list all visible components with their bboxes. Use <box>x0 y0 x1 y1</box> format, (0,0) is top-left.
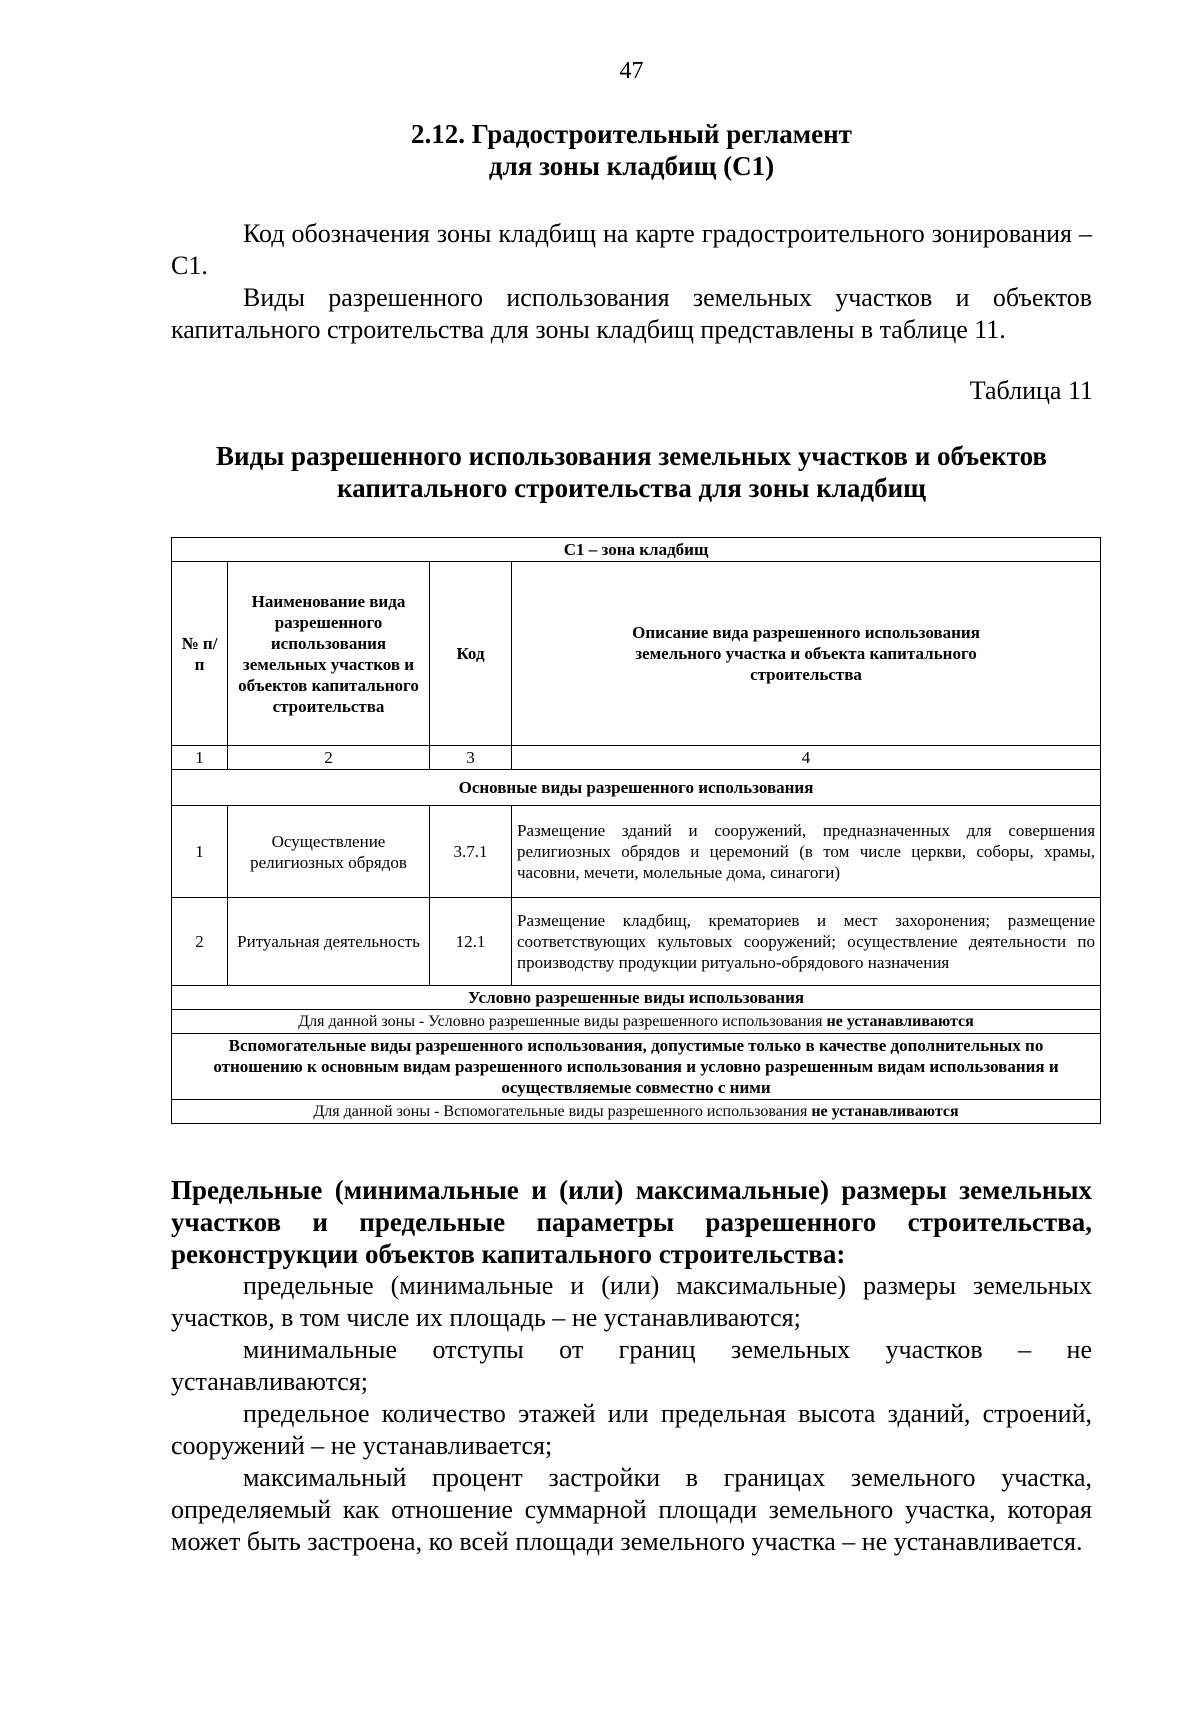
row-name: Ритуальная деятельность <box>228 898 430 986</box>
auxiliary-section-header: Вспомогательные виды разрешенного использования, допустимые только в качестве дополнительных по отношению к основным видам разрешенного использования и условно разрешенным видам использования и осуществляемые совместно с ними <box>172 1034 1101 1100</box>
zone-header-row <box>172 538 1101 562</box>
col-header-num: № п/п <box>172 562 228 746</box>
table-title <box>171 440 1092 504</box>
usage-types-text: Виды разрешенного использования земельных участков и объектов капитального строительства для зоны кладбищ представлены в таблице 11. <box>171 283 1092 344</box>
table-row <box>172 806 1101 898</box>
usage-types-paragraph <box>171 282 1092 346</box>
zone-code-paragraph <box>171 218 1092 282</box>
conditional-section-header: Условно разрешенные виды использования <box>172 986 1101 1010</box>
row-desc: Размещение кладбищ, крематориев и мест захоронения; размещение соответствующих культовых сооружений; осуществление деятельности по производству продукции ритуально-обрядового назначения <box>512 898 1101 986</box>
section-title-line-1: 2.12. Градостроительный регламент <box>411 119 852 149</box>
page-number: 47 <box>619 58 644 84</box>
main-section-row <box>172 770 1101 806</box>
column-header-row <box>172 562 1101 746</box>
col-header-name: Наименование вида разрешенного использования земельных участков и объектов капитального строительства <box>228 562 430 746</box>
conditional-note-text: Для данной зоны - Условно разрешенные виды разрешенного использования <box>298 1013 827 1030</box>
col-header-desc: Описание вида разрешенного использования земельного участка и объекта капитального строительства <box>512 562 1101 746</box>
limit-item: предельные (минимальные и (или) максимальные) размеры земельных участков, в том числе их площадь – не устанавливаются; <box>171 1271 1092 1332</box>
conditional-note-emphasis: не устанавливаются <box>826 1013 974 1030</box>
row-num: 1 <box>172 806 228 898</box>
col-number: 3 <box>430 746 512 770</box>
row-code: 3.7.1 <box>430 806 512 898</box>
usage-types-table <box>171 537 1101 1124</box>
conditional-note-row <box>172 1010 1101 1034</box>
limits-list <box>171 1270 1092 1558</box>
table-row <box>172 898 1101 986</box>
main-section-header: Основные виды разрешенного использования <box>172 770 1101 806</box>
auxiliary-note <box>172 1100 1101 1124</box>
limit-item: предельное количество этажей или предельная высота зданий, строений, сооружений – не устанавливается; <box>171 1399 1092 1460</box>
row-code: 12.1 <box>430 898 512 986</box>
auxiliary-section-row <box>172 1034 1101 1100</box>
row-num: 2 <box>172 898 228 986</box>
row-name: Осуществление религиозных обрядов <box>228 806 430 898</box>
table-title-line-1: Виды разрешенного использования земельных участков и объектов <box>216 441 1047 471</box>
table-caption: Таблица 11 <box>969 376 1093 405</box>
conditional-note <box>172 1010 1101 1034</box>
conditional-section-row <box>172 986 1101 1010</box>
section-title <box>300 118 963 182</box>
auxiliary-note-text: Для данной зоны - Вспомогательные виды разрешенного использования <box>313 1103 812 1120</box>
auxiliary-note-emphasis: не устанавливаются <box>811 1103 959 1120</box>
column-number-row <box>172 746 1101 770</box>
section-title-line-2: для зоны кладбищ (С1) <box>488 151 775 181</box>
table-title-line-2: капитального строительства для зоны кладбищ <box>337 473 926 503</box>
col-number: 4 <box>512 746 1101 770</box>
col-number: 1 <box>172 746 228 770</box>
zone-header: С1 – зона кладбищ <box>172 538 1101 562</box>
limits-heading: Предельные (минимальные и (или) максимальные) размеры земельных участков и предельные параметры разрешенного строительства, реконструкции объектов капитального строительства: <box>171 1175 1092 1269</box>
col-header-code: Код <box>430 562 512 746</box>
auxiliary-note-row <box>172 1100 1101 1124</box>
col-number: 2 <box>228 746 430 770</box>
zone-code-text: Код обозначения зоны кладбищ на карте градостроительного зонирования – С1. <box>171 219 1092 280</box>
row-desc: Размещение зданий и сооружений, предназначенных для совершения религиозных обрядов и церемоний (в том числе церкви, соборы, храмы, часовни, мечети, молельные дома, синагоги) <box>512 806 1101 898</box>
limit-item: минимальные отступы от границ земельных участков – не устанавливаются; <box>171 1335 1092 1396</box>
limit-item: максимальный процент застройки в границах земельного участка, определяемый как отношение суммарной площади земельного участка, которая может быть застроена, ко всей площади земельного участка – не устанавливается. <box>171 1463 1092 1556</box>
